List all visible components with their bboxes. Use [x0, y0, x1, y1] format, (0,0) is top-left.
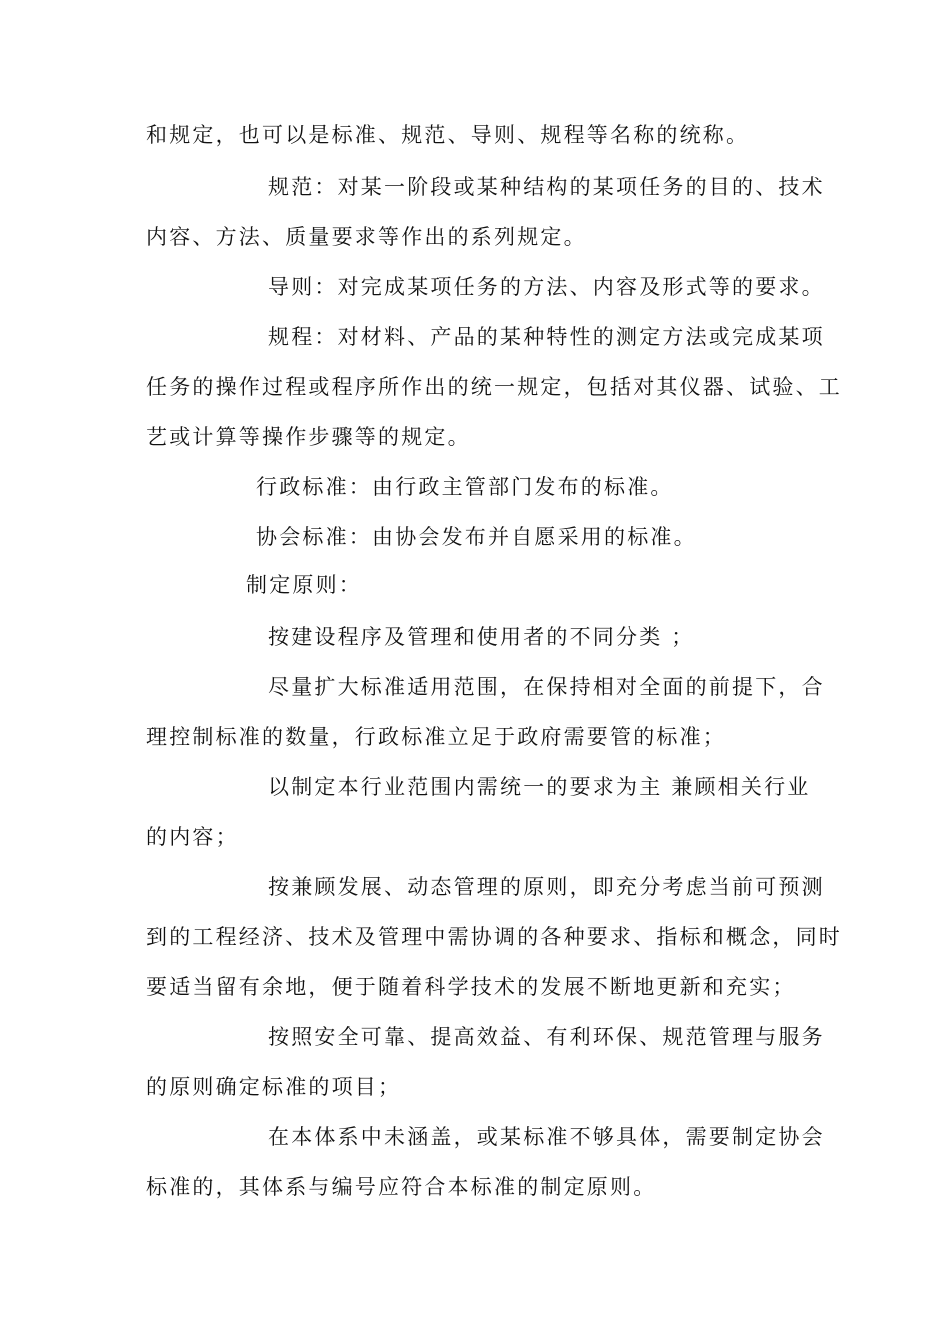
text-line-13: 理控制标准的数量，行政标准立足于政府需要管的标准；: [146, 725, 726, 749]
text-line-5: 规程：对材料、产品的某种特性的测定方法或完成某项: [268, 325, 825, 349]
text-line-6: 任务的操作过程或程序所作出的统一规定，包括对其仪器、试验、工: [146, 375, 842, 399]
text-line-4: 导则：对完成某项任务的方法、内容及形式等的要求。: [268, 275, 825, 299]
text-line-20: 的原则确定标准的项目；: [146, 1075, 402, 1099]
text-line-9: 协会标准：由协会发布并自愿采用的标准。: [256, 525, 697, 549]
text-line-14: 以制定本行业范围内需统一的要求为主 兼顾相关行业: [268, 775, 811, 799]
text-line-11: 按建设程序及管理和使用者的不同分类 ；: [268, 625, 695, 649]
text-line-15: 的内容；: [146, 825, 239, 849]
text-line-8: 行政标准：由行政主管部门发布的标准。: [256, 475, 674, 499]
text-line-16: 按兼顾发展、动态管理的原则，即充分考虑当前可预测: [268, 875, 825, 899]
text-line-18: 要适当留有余地，便于随着科学技术的发展不断地更新和充实；: [146, 975, 796, 999]
text-line-12: 尽量扩大标准适用范围，在保持相对全面的前提下，合: [268, 675, 825, 699]
text-line-19: 按照安全可靠、提高效益、有利环保、规范管理与服务: [268, 1025, 825, 1049]
text-line-1: 和规定，也可以是标准、规范、导则、规程等名称的统称。: [146, 123, 750, 147]
section-heading: 制定原则：: [246, 573, 362, 597]
text-line-2: 规范：对某一阶段或某种结构的某项任务的目的、技术: [268, 175, 825, 199]
text-line-22: 标准的，其体系与编号应符合本标准的制定原则。: [146, 1175, 657, 1199]
text-line-17: 到的工程经济、技术及管理中需协调的各种要求、指标和概念，同时: [146, 925, 842, 949]
text-line-7: 艺或计算等操作步骤等的规定。: [146, 425, 471, 449]
text-line-21: 在本体系中未涵盖，或某标准不够具体，需要制定协会: [268, 1125, 825, 1149]
text-line-3: 内容、方法、质量要求等作出的系列规定。: [146, 225, 587, 249]
